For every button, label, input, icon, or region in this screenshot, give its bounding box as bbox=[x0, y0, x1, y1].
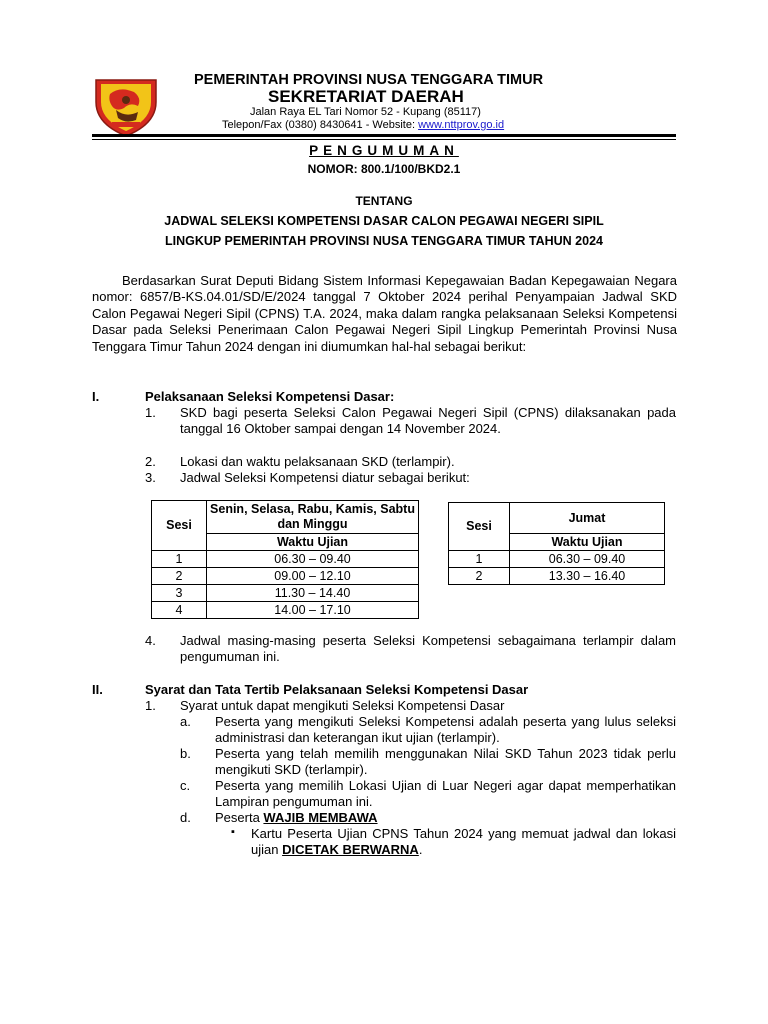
website-link[interactable]: www.nttprov.go.id bbox=[418, 119, 505, 131]
header-contact bbox=[222, 119, 504, 131]
s2-item1-text: Syarat untuk dapat mengikuti Seleksi Kompetensi Dasar bbox=[180, 698, 505, 713]
table-header-sesi: Sesi bbox=[449, 503, 510, 551]
table-row bbox=[152, 585, 419, 602]
s1-item4-number: 4. bbox=[145, 633, 156, 648]
section1-number: I. bbox=[92, 389, 100, 404]
dicetak-berwarna-emphasis: DICETAK BERWARNA bbox=[282, 842, 419, 858]
header-government-name: PEMERINTAH PROVINSI NUSA TENGGARA TIMUR bbox=[194, 72, 544, 88]
s2-sub-d-letter: d. bbox=[180, 810, 191, 825]
square-bullet-icon: ▪ bbox=[231, 826, 235, 838]
s1-item3-text: Jadwal Seleksi Kompetensi diatur sebagai berikut: bbox=[180, 470, 470, 485]
s2-sub-d-text bbox=[215, 810, 676, 826]
contact-text: Telepon/Fax (0380) 8430641 - Website: bbox=[222, 119, 419, 131]
header-divider-thin bbox=[92, 139, 676, 140]
announcement-heading: PENGUMUMAN bbox=[309, 143, 459, 158]
s1-item3-number: 3. bbox=[145, 470, 156, 485]
s1-item2-number: 2. bbox=[145, 454, 156, 469]
cell-waktu: 11.30 – 14.40 bbox=[207, 585, 419, 602]
cell-sesi: 3 bbox=[152, 585, 207, 602]
intro-paragraph: Berdasarkan Surat Deputi Bidang Sistem Informasi Kepegawaian Badan Kepegawaian Negara nomor: 6857/B-KS.04.01/SD/E/2024 tanggal 7 Oktober 2024 perihal Penyampaian Jadwal SKD Calon Pegawai Negeri Sipil (CPNS) T.A. 2024, maka dalam rangka pelaksanaan Seleksi Kompetensi Dasar pada Seleksi Penerimaan Calon Pegawai Negeri Sipil Lingkup Pemerintah Provinsi Nusa Tenggara Timur Tahun 2024 dengan ini diumumkan hal-hal sebagai berikut: bbox=[92, 273, 677, 354]
announcement-number: NOMOR: 800.1/100/BKD2.1 bbox=[307, 162, 461, 176]
table-row bbox=[449, 551, 665, 568]
s2-item1-number: 1. bbox=[145, 698, 156, 713]
s2-sub-c-text: Peserta yang memilih Lokasi Ujian di Luar Negeri agar dapat memperhatikan Lampiran pengumuman ini. bbox=[215, 778, 676, 810]
table-row bbox=[449, 568, 665, 585]
announcement-title-line2: LINGKUP PEMERINTAH PROVINSI NUSA TENGGARA TIMUR TAHUN 2024 bbox=[164, 234, 603, 248]
friday-schedule-table bbox=[448, 502, 665, 585]
s2-sub-b-letter: b. bbox=[180, 746, 191, 761]
section2-title: Syarat dan Tata Tertib Pelaksanaan Seleksi Kompetensi Dasar bbox=[145, 682, 529, 697]
s1-item2-text: Lokasi dan waktu pelaksanaan SKD (terlampir). bbox=[180, 454, 455, 469]
wajib-membawa-emphasis: WAJIB MEMBAWA bbox=[263, 810, 378, 825]
bullet-text-main: Kartu Peserta Ujian CPNS Tahun 2024 yang memuat jadwal dan lokasi ujian bbox=[251, 826, 676, 858]
cell-sesi: 1 bbox=[152, 551, 207, 568]
header-address: Jalan Raya EL Tari Nomor 52 - Kupang (85117) bbox=[250, 106, 481, 118]
section1-title: Pelaksanaan Seleksi Kompetensi Dasar: bbox=[145, 389, 395, 404]
s2-sub-a-text: Peserta yang mengikuti Seleksi Kompetensi adalah peserta yang lulus seleksi administrasi dan keterangan ikut ujian (terlampir). bbox=[215, 714, 676, 746]
announcement-title-line1: JADWAL SELEKSI KOMPETENSI DASAR CALON PEGAWAI NEGERI SIPIL bbox=[164, 214, 604, 228]
table-header-days: Senin, Selasa, Rabu, Kamis, Sabtu dan Minggu bbox=[207, 501, 419, 534]
section2-number: II. bbox=[92, 682, 103, 697]
header-secretariat: SEKRETARIAT DAERAH bbox=[268, 87, 464, 106]
cell-sesi: 1 bbox=[449, 551, 510, 568]
s1-item1-number: 1. bbox=[145, 405, 156, 420]
weekday-schedule-table bbox=[151, 500, 419, 619]
table-header-waktu: Waktu Ujian bbox=[207, 534, 419, 551]
bullet-text bbox=[251, 826, 676, 858]
table-row bbox=[152, 602, 419, 619]
header-divider-thick bbox=[92, 134, 676, 137]
s1-item4-text: Jadwal masing-masing peserta Seleksi Kompetensi sebagaimana terlampir dalam pengumuman ini. bbox=[180, 633, 676, 665]
table-row bbox=[152, 551, 419, 568]
cell-waktu: 14.00 – 17.10 bbox=[207, 602, 419, 619]
table-header-days: Jumat bbox=[510, 503, 665, 534]
bullet-text-end: . bbox=[418, 842, 423, 858]
s2-sub-a-letter: a. bbox=[180, 714, 191, 729]
cell-sesi: 2 bbox=[449, 568, 510, 585]
s2-sub-c-letter: c. bbox=[180, 778, 191, 793]
cell-sesi: 4 bbox=[152, 602, 207, 619]
cell-waktu: 06.30 – 09.40 bbox=[510, 551, 665, 568]
cell-waktu: 13.30 – 16.40 bbox=[510, 568, 665, 585]
table-row bbox=[152, 568, 419, 585]
s1-item1-text: SKD bagi peserta Seleksi Calon Pegawai Negeri Sipil (CPNS) dilaksanakan pada tanggal 16 Oktober sampai dengan 14 November 2024. bbox=[180, 405, 676, 437]
cell-waktu: 06.30 – 09.40 bbox=[207, 551, 419, 568]
table-header-waktu: Waktu Ujian bbox=[510, 534, 665, 551]
cell-sesi: 2 bbox=[152, 568, 207, 585]
table-header-sesi: Sesi bbox=[152, 501, 207, 551]
sub-d-prefix: Peserta bbox=[215, 810, 264, 825]
s2-sub-b-text: Peserta yang telah memilih menggunakan Nilai SKD Tahun 2023 tidak perlu mengikuti SKD (terlampir). bbox=[215, 746, 676, 778]
provincial-emblem-logo bbox=[90, 72, 162, 138]
cell-waktu: 09.00 – 12.10 bbox=[207, 568, 419, 585]
about-label: TENTANG bbox=[355, 194, 413, 208]
